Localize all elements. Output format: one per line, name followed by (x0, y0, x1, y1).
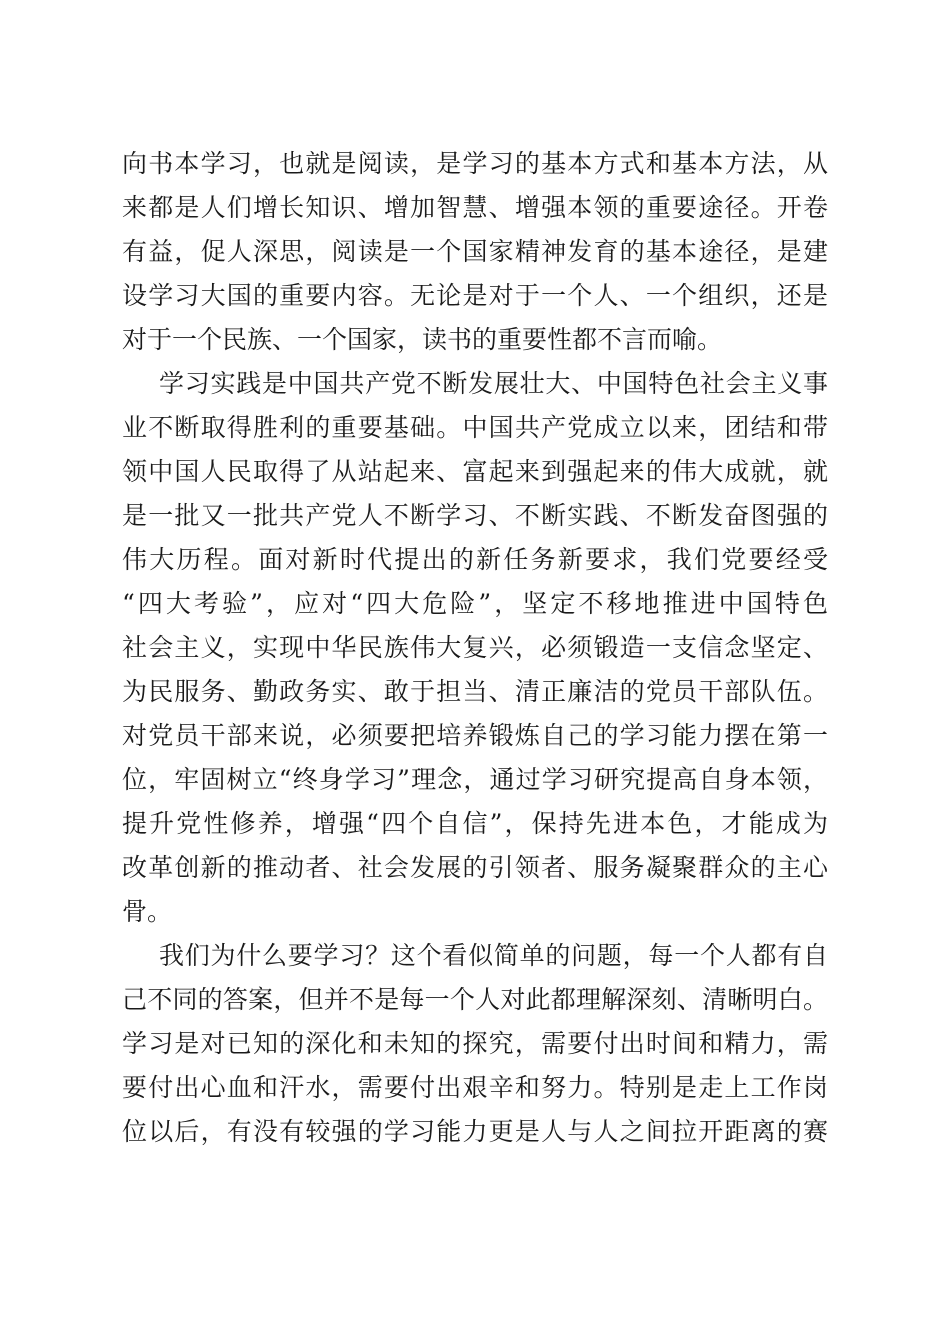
paragraph-line: “四大考验”，应对“四大危险”，坚定不移地推进中国特色 (122, 589, 828, 618)
paragraph-line: 位，牢固树立“终身学习”理念，通过学习研究提高自身本领， (122, 765, 828, 794)
paragraph-line: 要付出心血和汗水，需要付出艰辛和努力。特别是走上工作岗 (122, 1073, 828, 1102)
paragraph-line: 社会主义，实现中华民族伟大复兴，必须锻造一支信念坚定、 (122, 633, 828, 662)
paragraph-line: 对于一个民族、一个国家，读书的重要性都不言而喻。 (122, 325, 723, 354)
paragraph-line: 学习是对已知的深化和未知的探究，需要付出时间和精力，需 (122, 1029, 828, 1058)
paragraph-line: 骨。 (122, 897, 173, 926)
paragraph-line: 来都是人们增长知识、增加智慧、增强本领的重要途径。开卷 (122, 193, 828, 222)
paragraph-line: 伟大历程。面对新时代提出的新任务新要求，我们党要经受 (122, 545, 828, 574)
paragraph-line: 学习实践是中国共产党不断发展壮大、中国特色社会主义事 (159, 369, 828, 398)
paragraph-line: 向书本学习，也就是阅读，是学习的基本方式和基本方法，从 (122, 149, 828, 178)
paragraph-line: 设学习大国的重要内容。无论是对于一个人、一个组织，还是 (122, 281, 828, 310)
paragraph-line: 是一批又一批共产党人不断学习、不断实践、不断发奋图强的 (122, 501, 828, 530)
paragraph-line: 对党员干部来说，必须要把培养锻炼自己的学习能力摆在第一 (122, 721, 828, 750)
paragraph-line: 我们为什么要学习？这个看似简单的问题，每一个人都有自 (159, 941, 828, 970)
paragraph-line: 改革创新的推动者、社会发展的引领者、服务凝聚群众的主心 (122, 853, 828, 882)
paragraph-line: 有益，促人深思，阅读是一个国家精神发育的基本途径，是建 (122, 237, 828, 266)
paragraph-line: 业不断取得胜利的重要基础。中国共产党成立以来，团结和带 (122, 413, 828, 442)
paragraph-line: 为民服务、勤政务实、敢于担当、清正廉洁的党员干部队伍。 (122, 677, 828, 706)
paragraph-line: 位以后，有没有较强的学习能力更是人与人之间拉开距离的赛 (122, 1117, 828, 1146)
paragraph-line: 提升党性修养，增强“四个自信”，保持先进本色，才能成为 (122, 809, 828, 838)
paragraph-line: 领中国人民取得了从站起来、富起来到强起来的伟大成就，就 (122, 457, 828, 486)
paragraph-line: 己不同的答案，但并不是每一个人对此都理解深刻、清晰明白。 (122, 985, 828, 1014)
